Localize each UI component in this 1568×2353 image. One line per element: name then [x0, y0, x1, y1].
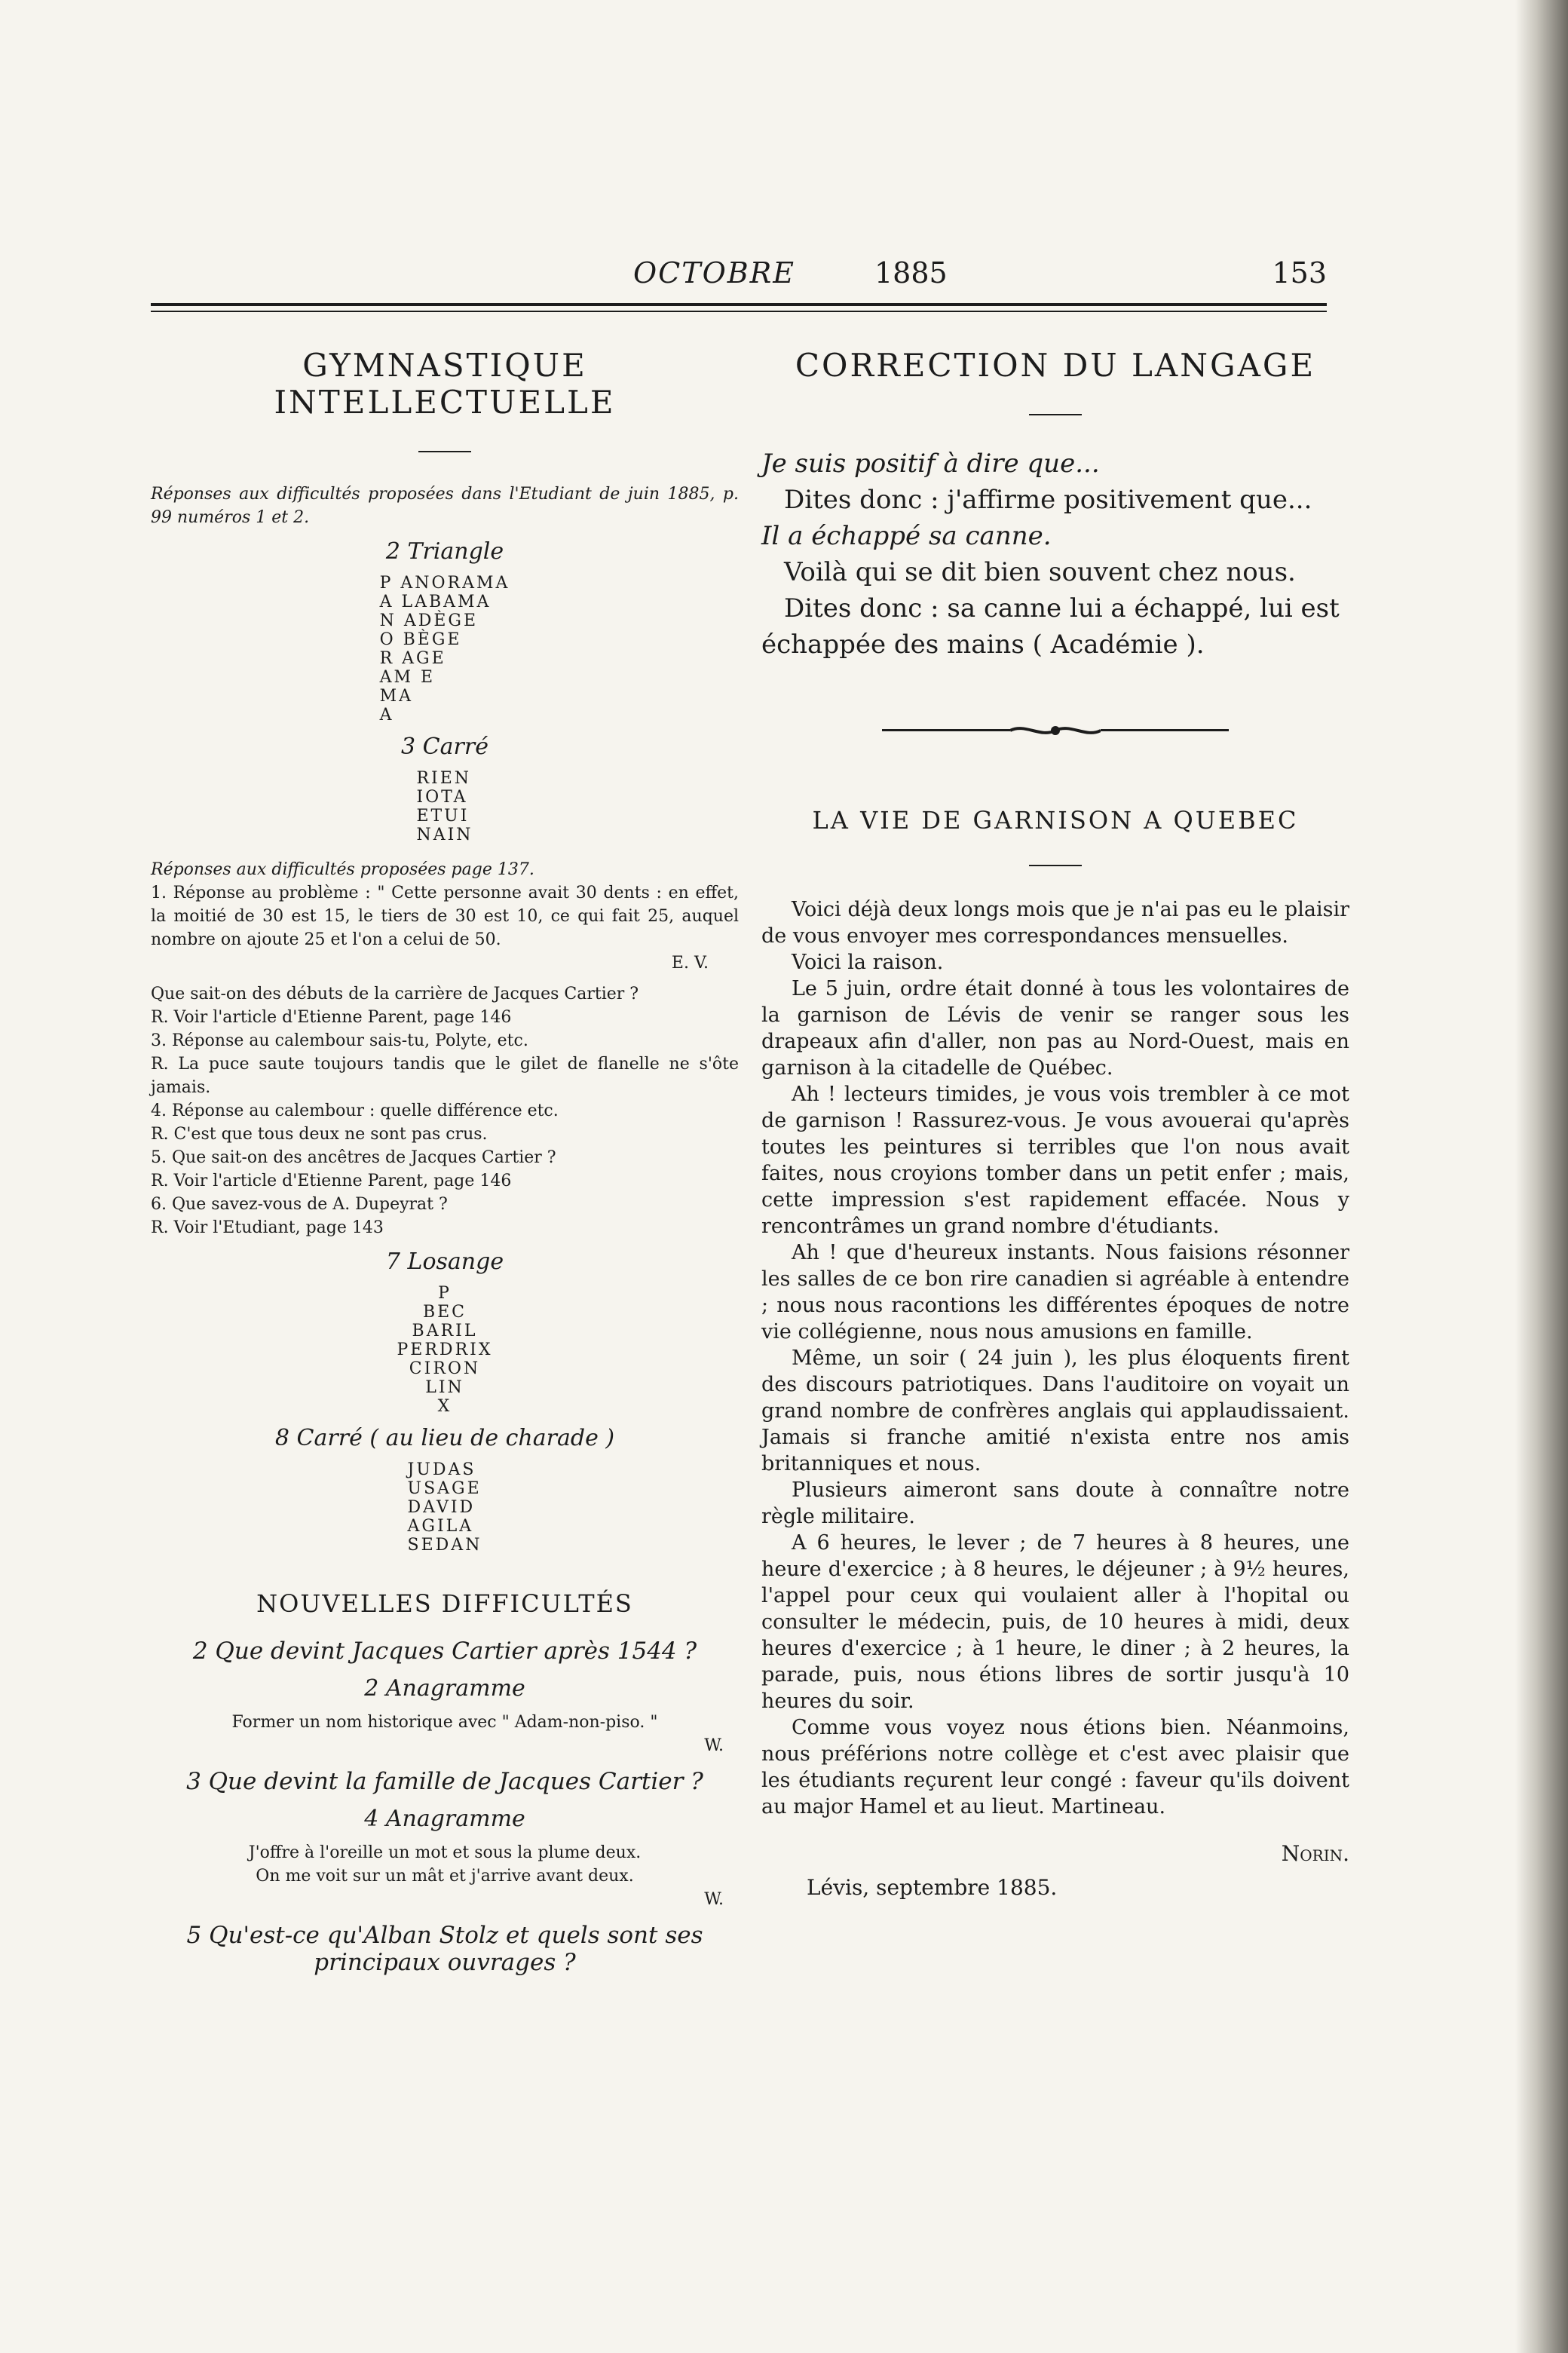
responses-heading: Réponses aux difficultés proposées page 137.: [151, 860, 534, 879]
author-signature: Norin.: [1281, 1841, 1349, 1866]
puzzle-line: MA: [379, 687, 413, 706]
anagram-4-heading: 4 Anagramme: [364, 1806, 525, 1832]
header-rule-thin: [151, 311, 1327, 312]
anagram-4-line1: J'offre à l'oreille un mot et sous la plume deux.: [248, 1843, 642, 1862]
ornament-divider: [882, 715, 1229, 746]
puzzle-line: N ADÈGE: [379, 611, 479, 630]
short-rule: [418, 451, 471, 452]
article-paragraph: Voici la raison.: [792, 951, 944, 974]
left-column: [151, 332, 739, 1987]
qa-line: 4. Réponse au calembour : quelle différence etc.: [151, 1101, 559, 1120]
puzzle-line: RIEN: [416, 769, 472, 788]
header-year: 1885: [874, 256, 948, 290]
puzzle-line: ETUI: [416, 807, 470, 826]
article-paragraph: Voici déjà deux longs mois que je n'ai pas eu le plaisir de vous envoyer mes correspondances mensuelles.: [761, 898, 1349, 948]
losange-puzzle: [397, 1284, 493, 1416]
qa-line: Que sait-on des débuts de la carrière de Jacques Cartier ?: [151, 985, 639, 1003]
place-date: Lévis, septembre 1885.: [807, 1875, 1058, 1900]
qa-line: R. Voir l'Etudiant, page 143: [151, 1218, 384, 1237]
correction-line-4: Voilà qui se dit bien souvent chez nous.: [784, 557, 1296, 587]
carre2-puzzle: [408, 1460, 482, 1555]
correction-line-2: Dites donc : j'affirme positivement que...: [784, 485, 1312, 515]
qa-line: 5. Que sait-on des ancêtres de Jacques Cartier ?: [151, 1148, 556, 1167]
garnison-title: LA VIE DE GARNISON A QUEBEC: [812, 806, 1299, 835]
correction-line-3: Il a échappé sa canne.: [761, 521, 1052, 551]
puzzle-line: P ANORAMA: [379, 574, 510, 593]
puzzle-line: A LABAMA: [379, 593, 492, 611]
signature-ev: E. V.: [671, 954, 709, 973]
correction-line-1: Je suis positif à dire que...: [761, 449, 1100, 479]
section-title-gymnastique: GYMNASTIQUE INTELLECTUELLE: [274, 347, 616, 421]
puzzle-line: R AGE: [379, 649, 446, 668]
answer-1: 1. Réponse au problème : " Cette personne avait 30 dents : en effet, la moitié de 30 est 15, le tiers de 30 est 10, ce qui fait 25, auquel nombre on ajoute 25 et l'on a celui de 50.: [151, 884, 739, 949]
anagram-2-heading: 2 Anagramme: [364, 1675, 525, 1702]
question-5: 5 Qu'est-ce qu'Alban Stolz et quels sont ses principaux ouvrages ?: [186, 1922, 703, 1976]
puzzle-line: USAGE: [407, 1479, 482, 1498]
qa-line: R. Voir l'article d'Etienne Parent, page 146: [151, 1008, 512, 1027]
article-paragraph: Ah ! que d'heureux instants. Nous faisions résonner les salles de ce bon rire canadien si agréable à entendre ; nous nous racontions les différentes époques de notre vie collégienne, nous nous amusions en famille.: [761, 1241, 1349, 1343]
article-paragraph: A 6 heures, le lever ; de 7 heures à 8 heures, une heure d'exercice ; à 8 heures, le déjeuner ; à 9½ heures, l'appel pour ceux qui voulaient aller à l'hopital ou consulter le médecin, puis, de 10 heures à midi, deux heures d'exercice ; à 1 heure, le diner ; à 2 heures, la parade, puis, nous étions libres de sortir jusqu'à 10 heures du soir.: [761, 1531, 1349, 1713]
article-paragraph: Le 5 juin, ordre était donné à tous les volontaires de la garnison de Lévis de venir se ranger sous les drapeaux afin d'aller, non pas au Nord-Ouest, mais en garnison à la citadelle de Québec.: [761, 977, 1349, 1080]
puzzle-line: NAIN: [416, 826, 473, 844]
puzzle-line: AGILA: [407, 1517, 474, 1536]
carre-heading: 3 Carré: [401, 734, 488, 760]
puzzle-line: AM E: [379, 668, 436, 687]
puzzle-line: BARIL: [412, 1322, 478, 1340]
question-3: 3 Que devint la famille de Jacques Cartier ?: [186, 1768, 703, 1795]
article-paragraph: Comme vous voyez nous étions bien. Néanmoins, nous préférions notre collège et c'est avec plaisir que les étudiants reçurent leur congé : faveur qu'ils doivent au major Hamel et au lieut. Martineau.: [761, 1716, 1349, 1818]
article-paragraph: Même, un soir ( 24 juin ), les plus éloquents firent des discours patriotiques. Dans l'auditoire on voyait un grand nombre de confrères anglais qui applaudissaient. Jamais si franche amitié n'exista entre nos amis britanniques et nous.: [761, 1347, 1349, 1475]
anagram-4-signature: W.: [704, 1890, 724, 1909]
anagram-2-text: Former un nom historique avec " Adam-non-piso. ": [231, 1713, 658, 1732]
puzzle-line: CIRON: [409, 1359, 481, 1378]
garnison-article: [761, 896, 1349, 1820]
short-rule: [1029, 414, 1082, 415]
anagram-4-line2: On me voit sur un mât et j'arrive avant deux.: [256, 1867, 634, 1886]
intro-text: Réponses aux difficultés proposées dans l'Etudiant de juin 1885, p. 99 numéros 1 et 2.: [151, 485, 739, 527]
puzzle-line: P: [438, 1284, 452, 1303]
qa-line: R. La puce saute toujours tandis que le gilet de flanelle ne s'ôte jamais.: [151, 1055, 739, 1097]
triangle-heading: 2 Triangle: [385, 538, 504, 565]
puzzle-line: A: [379, 706, 394, 725]
qa-line: R. Voir l'article d'Etienne Parent, page 146: [151, 1172, 512, 1190]
puzzle-line: LIN: [425, 1378, 464, 1397]
correction-line-5: Dites donc : sa canne lui a échappé, lui est échappée des mains ( Académie ).: [761, 593, 1340, 660]
short-rule: [1029, 865, 1082, 866]
puzzle-line: PERDRIX: [397, 1340, 493, 1359]
page-edge: [1515, 0, 1568, 2353]
qa-line: 3. Réponse au calembour sais-tu, Polyte, etc.: [151, 1031, 528, 1050]
right-column: [761, 332, 1349, 1900]
ornament-flourish-icon: [1010, 718, 1101, 743]
puzzle-line: BEC: [422, 1303, 467, 1322]
puzzle-line: JUDAS: [407, 1460, 476, 1479]
section-title-correction: CORRECTION DU LANGAGE: [795, 347, 1316, 384]
article-paragraph: Plusieurs aimeront sans doute à connaître notre règle militaire.: [761, 1478, 1349, 1528]
page-number: 153: [1272, 256, 1327, 290]
puzzle-line: IOTA: [416, 788, 468, 807]
puzzle-line: SEDAN: [407, 1536, 482, 1555]
new-difficulties-title: NOUVELLES DIFFICULTÉS: [256, 1589, 633, 1618]
puzzle-line: X: [437, 1397, 452, 1416]
losange-heading: 7 Losange: [385, 1248, 504, 1275]
puzzle-line: O BÈGE: [379, 630, 462, 649]
qa-line: 6. Que savez-vous de A. Dupeyrat ?: [151, 1195, 448, 1214]
article-paragraph: Ah ! lecteurs timides, je vous vois trembler à ce mot de garnison ! Rassurez-vous. Je vous avouerai qu'après toutes les peintures si terribles que l'on nous avait faites, nous croyions tomber dans un petit enfer ; mais, cette impression s'est rapidement effacée. Nous y rencontrâmes un grand nombre d'étudiants.: [761, 1083, 1349, 1238]
header-rule: [151, 303, 1327, 306]
carre2-heading: 8 Carré ( au lieu de charade ): [274, 1425, 615, 1451]
anagram-2-signature: W.: [704, 1736, 724, 1755]
header-month: OCTOBRE: [633, 256, 796, 290]
question-2: 2 Que devint Jacques Cartier après 1544 ?: [192, 1638, 697, 1665]
carre-puzzle: [416, 769, 473, 844]
triangle-puzzle: [380, 574, 510, 725]
running-header: [151, 256, 1327, 302]
puzzle-line: DAVID: [407, 1498, 476, 1517]
qa-line: R. C'est que tous deux ne sont pas crus.: [151, 1125, 488, 1144]
qa-list: [151, 982, 739, 1239]
